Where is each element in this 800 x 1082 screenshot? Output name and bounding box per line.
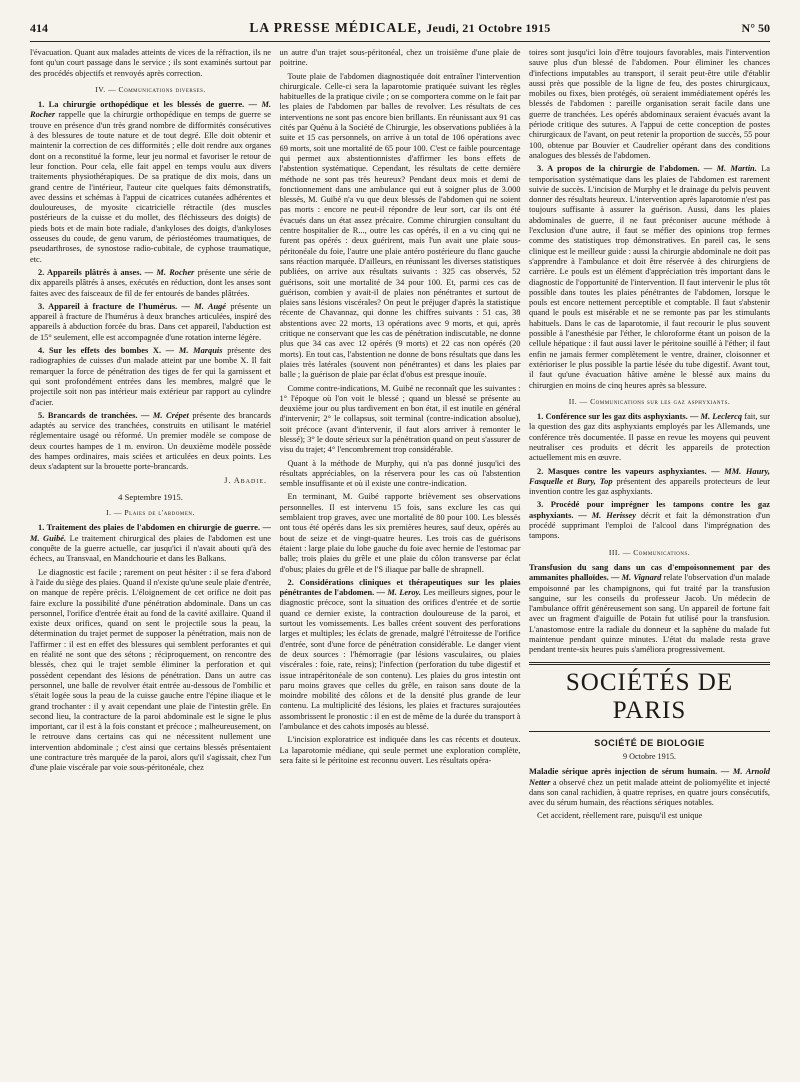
society-name: SOCIÉTÉ DE BIOLOGIE	[594, 737, 705, 748]
columns	[30, 48, 770, 1078]
paragraph: Comme contre-indications, M. Guibé ne reconnaît que les suivantes : 1° l'époque où l'on voit le blessé ; quand un blessé se présente au deuxième jour ou plus tardivement en bon état, il est inutile en général d'intervenir; 2° le collapsus, soit terminal (contre-indication absolue), soit précoce (avant d'intervenir, il faut alors arriver à remonter le blessé); 3° le doute sérieux sur la pénétration quand on peut s'assurer de visu du trajet; 4° l'encombrement trop considérable.	[279, 383, 521, 455]
divider	[529, 731, 770, 732]
article-item: 4. Sur les effets des bombes X. — M. Marquis présente des radiographies de cuisses d'un malade atteint par une bombe X. Il fait remarquer la force de pénétration des tiges de fer qui la garnissent et qui sont profondément entrées dans les membres, malgré que le projectile soit non pas intérieur mais extérieur par rapport au cylindre d'acier.	[30, 346, 271, 407]
article-item: 2. Considérations cliniques et thérapeutiques sur les plaies pénétrantes de l'abdomen. — M. Leroy. Les meilleurs signes, pour le diagnostic précoce, sont la situation des orifices d'entrée et de sortie quand ce dernier existe, la contraction douloureuse de la paroi, et surtout les vomissements. Les balles créent souvent des perforations larges et multiples; les éclats de grenade, malgré l'étroitesse de l'orifice d'entrée, sont d'une force de pénétration considérable. Le danger vient de deux sources : l'hémorragie (par lésions vasculaires, ou plaies viscérales : foie, rate, reins); l'infection (perforation du tube digestif et issue intrapéritonéale de son contenu). Les plaies du gros intestin ont paru moins graves que celles du grêle, en raison sans doute de la moindre mobilité des côlons et de la densité plus grande de leur contenu. La multiplicité des lésions, les plaies et fractures surajoutées assombrissent le pronostic : il en est de même de la durée du transport à l'ambulance et des cahots imposés au blessé.	[279, 577, 521, 731]
divider	[529, 662, 770, 665]
article-item: 3. Procédé pour imprégner les tampons contre les gaz asphyxiants. — M. Herissey décrit et fait la démonstration d'un procédé supprimant l'emploi de l'alcool dans l'imprégnation des tampons.	[529, 500, 770, 541]
article-item: 2. Masques contre les vapeurs asphyxiantes. — MM. Haury, Fasquelle et Bury, Top présentent des appareils protecteurs de leur invention contre les gaz asphyxiants.	[529, 466, 770, 497]
issue-date: Jeudi, 21 Octobre 1915	[426, 21, 551, 35]
article-item: Maladie sérique après injection de sérum humain. — M. Arnold Netter a observé chez un petit malade atteint de poliomyélite et injecté dans son canal rachidien, à quatre reprises, en quatre jours consécutifs, avec du sérum humain, des réactions sériques notables.	[529, 767, 770, 808]
page-header	[30, 20, 770, 42]
journal-title	[110, 20, 690, 36]
section-heading: I. — Plaies de l'abdomen.	[106, 508, 195, 518]
section-heading: II. — Communications sur les gaz asphyxiants.	[568, 396, 731, 406]
article-item: 2. Appareils plâtrés à anses. — M. Rocher présente une série de dix appareils plâtrés à anses, exécutés en réduction, dont les anses sont faites avec des faisceaux de fil de fer entourés de bandes plâtrées.	[30, 267, 271, 298]
section-heading: IV. — Communications diverses.	[95, 84, 206, 94]
article-item: 1. Conférence sur les gaz dits asphyxiants. — M. Leclercq fait, sur la question des gaz dits asphyxiants employés par les Allemands, une conférence très documentée. Il passe en revue les moyens qui peuvent neutraliser ces produits et décrit les appareils de protection actuellement mis en œuvre.	[529, 412, 770, 463]
column-3	[529, 48, 770, 1078]
paragraph: toires sont jusqu'ici loin d'être toujours favorables, mais l'intervention sauve plus d'un blessé de l'abdomen. Pour éliminer les chances d'infections imputables au transport, il serait peut-être utile d'établir aussi près que possible de la ligne de feu, des postes chirurgicaux, mobiles ou fixes, bien protégés, où seraient immédiatement opérés les blessés de l'abdomen : pareille organisation serait facile dans une guerre de tranchées. Les opérés abdominaux seraient évacués avant la période critique des sutures. A l'appui de cette conception de postes chirurgicaux de l'avant, on peut retenir la proportion de succès, 55 pour 100, obtenue par Bouvier et Caudrelier opérant dans des conditions analogues des blessés de l'abdomen.	[529, 48, 770, 160]
column-1	[30, 48, 271, 1078]
article-item: 3. Appareil à fracture de l'humérus. — M. Augé présente un appareil à fracture de l'humérus à deux branches articulées, inspiré des appareils à abduction forcée du bras. Dans cet appareil, l'abduction est de 15° seulement, elle est accompagnée d'une rotation interne légère.	[30, 301, 271, 342]
paragraph: Quant à la méthode de Murphy, qui n'a pas donné jusqu'ici des résultats appréciables, on la réservera pour les cas où l'abstention semble insuffisante et où il existe une contre-indication.	[279, 458, 521, 489]
journal-name: LA PRESSE MÉDICALE,	[249, 20, 422, 35]
section-heading: III. — Communications.	[608, 547, 691, 557]
article-item: 3. A propos de la chirurgie de l'abdomen. — M. Martin. La temporisation systématique dans les plaies de l'abdomen est rarement suivie de succès. L'incision de Murphy et le drainage du pelvis peuvent donner des résultats heureux. L'intervention après laparotomie n'est pas toujours suffisante à assurer la guérison. Aussi, dans les plaies abdominales de guerre, il ne faut préconiser aucune méthode à l'exclusion d'une autre, il faut se méfier des opinions trop fermes comme des statistiques trop démonstratives. En pareil cas, le sens clinique est le meilleur guide : aussi la chirurgie abdominale ne doit pas s'apprendre à l'ambulance et doit être réservée à des chirurgiens de carrière. Le pouls est un élément d'appréciation très important dans le diagnostic de l'opportunité de l'intervention. Il faut intervenir le plus tôt possible dans toutes les plaies pénétrantes de l'abdomen, lorsque le pouls est encore nettement perceptible et comptable. Il faut s'abstenir quand le pouls est misérable et ne se remonte pas par les stimulants habituels. Dans le cas de laparotomie, il faut recourir le plus souvent possible à l'anesthésie par l'éther, le chloroforme étant un poison de la cellule hépatique : il faut aussi laver le péritoine souillé à l'éther; il faut enfin ne jamais fermer complètement le ventre, drainer, cloisonner et extérioriser le plus possible la partie lésée du tube digestif. Avant tout, il faut qu'une évacuation hâtive amène le blessé aux mains du chirurgien en moins de cinq heures après sa blessure.	[529, 164, 770, 390]
article-item: Transfusion du sang dans un cas d'empoisonnement par des ammanites phalloïdes. — M. Vignard relate l'observation d'un malade empoisonné par les champignons, qui fut traité par la transfusion sanguine, sur les conseils du professeur Jacob. Un médecin de l'ambulance offrit généreusement son sang. Un appareil de fortune fait avec un fragment d'aiguille de Potain fut utilisé pour la transfusion. L'anastomose entre la radiale du donneur et la saphène du malade fut maintenue pendant quinze minutes. L'état du malade resta grave pendant trente-six heures puis s'améliora progressivement.	[529, 562, 770, 655]
societes-title: SOCIÉTÉS DE PARIS	[565, 668, 734, 724]
paragraph: l'évacuation. Quant aux malades atteints de vices de la réfraction, ils ne font qu'un court passage dans le service ; ils sont examinés surtout par des procédés objectifs et renvoyés après correction.	[30, 48, 271, 78]
paragraph: En terminant, M. Guibé rapporte brièvement ses observations personnelles. Il est intervenu 15 fois, sans exclure les cas qui semblaient trop graves, avec une mortalité de 80 pour 100. Les blessés ont tous été opérés dans les six premières heures, sauf deux, opérés au bout de seize et de vingt-quatre heures. Les trois cas de guérisons étaient : large plaie du lobe gauche du foie avec hernie de l'estomac par balle; trois plaies du grêle et une plaie du côlon transverse par éclat d'obus; plaies du grêle et de l'S iliaque par balle de shrapnell.	[279, 492, 521, 574]
session-date: 4 Septembre 1915.	[118, 491, 183, 502]
column-2	[280, 48, 521, 1078]
signature: J. Abadie.	[224, 475, 267, 485]
page-number: 414	[30, 21, 48, 35]
paragraph: Le diagnostic est facile ; rarement on peut hésiter : il se fera d'abord à l'aide du siège des plaies. Quand il n'existe qu'une seule plaie d'entrée, on manque de repère précis. L'éloignement de cet orifice ne doit pas faire exclure la possibilité d'une pénétration abdominale. Dans un cas personnel, l'orifice d'entrée était au fond de la cavité axillaire. Quand il existe deux orifices, quand on sent le projectile sous la peau, la détermination du trajet permet de supposer la pénétration, mais non de l'affirmer : il est en effet des blessures qui semblent perforantes et qui en réalité ne sont que des sétons ; réciproquement, on rencontre des blessés, chez qui le trajet semble éliminer la perforation et qui possèdent cependant des lésions de pénétration. Dans un autre cas personnel, une balle de revolver était entrée au-dessous de l'ombilic et s'était logée sous la peau de la cuisse gauche entre l'épine iliaque et le grand trochanter : il y avait cependant une plaie de l'intestin grêle. En second lieu, la contracture de la paroi abdominale est le signe le plus important, car il est à la fois constant et précoce ; malheureusement, on le retrouve dans certains cas qui ne nécessitent nullement une intervention abdominale ; c'est ainsi que certains blessés présentaient une contracture très marquée de la paroi, alors qu'il s'agissait, chez l'un d'une plaie viscérale par voie sous-péritonéale, chez	[30, 567, 271, 773]
society-date: 9 Octobre 1915.	[623, 751, 676, 761]
paragraph: un autre d'un trajet sous-péritonéal, chez un troisième d'une plaie de poitrine.	[279, 48, 521, 68]
article-item: 1. Traitement des plaies de l'abdomen en chirurgie de guerre. — M. Guibé. Le traitement chirurgical des plaies de l'abdomen est une conquête de la guerre actuelle, car jusqu'ici il n'avait abouti qu'à des échecs, au Transvaal, en Mandchourie et dans les Balkans.	[30, 523, 271, 564]
article-item: 5. Brancards de tranchées. — M. Crépet présente des brancards adaptés au service des tranchées, construits en utilisant le matériel réglementaire usagé ou réformé. Un premier modèle se compose de deux courtes hampes de 1 m. environ. Un deuxième modèle possède des hampes ordinaires, mais sciées et articulées en deux points. Les deux s'adaptent sur la brouette porte-brancards.	[30, 410, 271, 472]
paragraph: Cet accident, réellement rare, puisqu'il est unique	[537, 811, 703, 821]
issue-number: N° 50	[741, 21, 770, 35]
article-item: 1. La chirurgie orthopédique et les blessés de guerre. — M. Rocher rappelle que la chirurgie orthopédique en temps de guerre se trouve en présence d'un très grand nombre de difformités consécutives à des blessures de toute nature et de tout degré. Elle doit obtenir et maintenir la correction de ces difformités ; elle doit rendre aux organes dont on a reconstitué la forme, leur jeu normal et favoriser le retour de leur fonction. Pour cela, elle fait appel en temps voulu aux divers traitements physiothérapiques. De sa pratique de dix mois, dans un grand centre de l'intérieur, l'auteur cite quelques faits démonstratifs, avec dessins et schémas à l'appui de cicatrices cutanées adhérentes et douloureuses, de myosite cicatricielle rétractile (des muscles postérieurs de la cuisse et du mollet, des fléchisseurs des doigts) de pieds bots et de main bote radiale, d'ankyloses des doigts, d'ankyloses osseuses du coude, de genu varum, de périostéomes traumatiques, de pseudarthroses, de synostose radio-cubitale, de cyphose traumatique, etc.	[30, 100, 271, 264]
paragraph: L'incision exploratrice est indiquée dans les cas récents et douteux. La laparotomie médiane, qui seule permet une exploration complète, sera faite si le péritoine est reconnu ouvert. Les résultats opéra-	[279, 735, 521, 765]
paragraph: Toute plaie de l'abdomen diagnostiquée doit entraîner l'intervention chirurgicale. Celle-ci sera la laparotomie pratiquée suivant les règles habituelles de la pratique civile ; on se comportera comme on le fait par les plaies de l'abdomen par balles de revolver. Les résultats de ces interventions ne sont pas encore bien brillants. En réunissant aux 91 cas cités par Quénu à la Société de Chirurgie, les observations publiées à la suite et 15 cas personnels, on arrive à un total de 106 opérations avec 69 morts, soit une mortalité de 65 pour 100. C'est ce faible pourcentage qui permet aux abstentionnistes d'affirmer les bons effets de l'abstention systématique. Cependant, les résultats de cette dernière méthode ne sont pas très heureux? Pendant deux mois et demi de fonctionnement dans une ambulance qui eut à soigner plus de 3.000 blessés, M. Guibé n'a vu que deux blessés de l'abdomen qui ne soient pas morts : encore ne peut-il répondre de leur sort, car ils ont été évacués dans un état assez précaire. Comme chirurgien consultant du centre hospitalier de R..., outre les cas opérés, il en a vu cinq qui ne furent pas opérés : deux guérirent, mais l'un avait une plaie sous-péritonéale du foie, l'autre une plaie antéro postérieure du flanc gauche sans réaction marquée. D'ailleurs, en réunissant les diverses statistiques publiées, on arrive aux résultats suivants : 325 cas observés, 52 guérisons, soit une mortalité de 34 pour 100. Et, parmi ces cas de guérison, combien y avait-il de plaies non pénétrantes et surtout de plaies sans lésions viscérales? On peut le préjuger d'après la statistique récente de Chavannaz, qui donne les chiffres suivants : 51 cas, 38 abstentions avec 22 morts, 13 opérations avec 9 morts, et qui, après critique ne conservant que les cas de pénétration indiscutable, ne donne plus que 34 cas avec 12 opérés (9 morts) et 22 cas non opérés (20 morts). En tout cas, l'abstention ne donne de bons résultats que dans les plaies très latérales (souvent non pénétrantes) et dans les plaies par balle ; la guérison de plaie par éclat d'obus est presque inouïe.	[279, 71, 521, 380]
